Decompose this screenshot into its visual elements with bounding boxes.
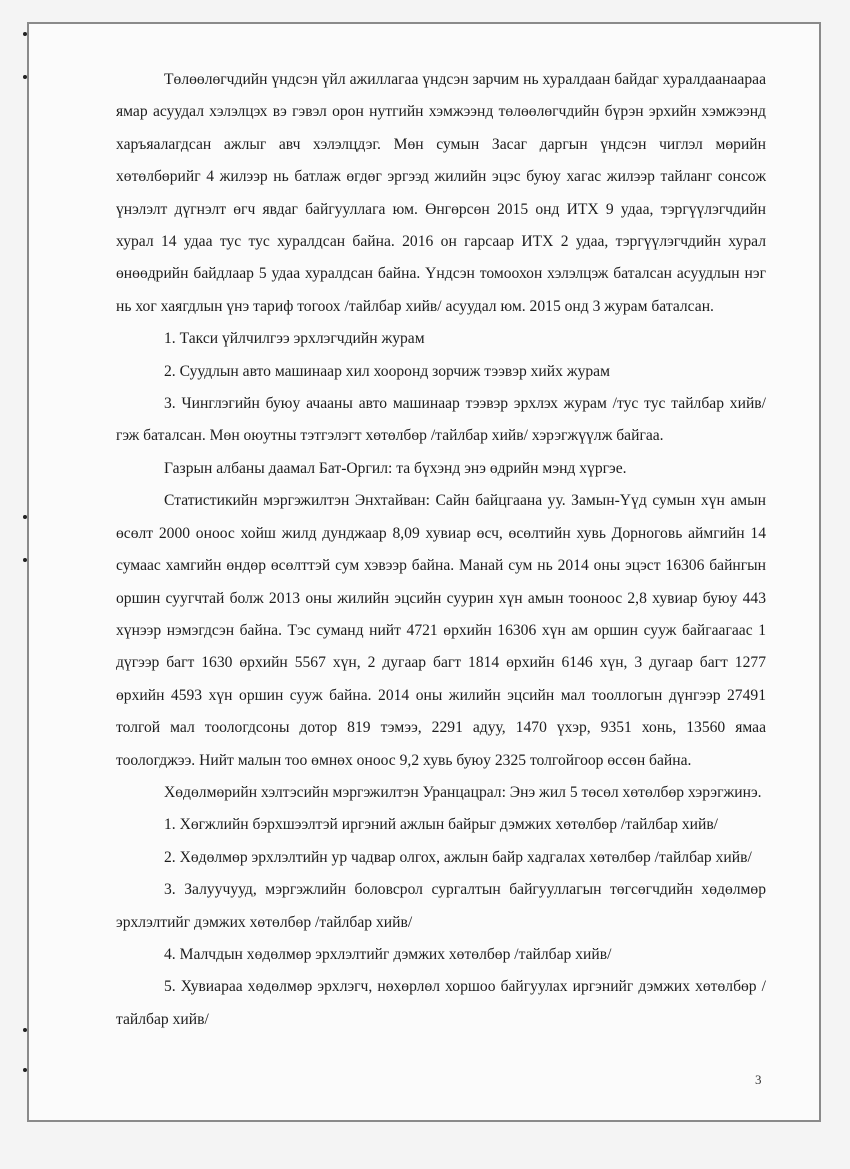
list-item-program-1: 1. Хөгжлийн бэрхшээлтэй иргэний ажлын байрыг дэмжих хөтөлбөр /тайлбар хийв/ — [164, 816, 719, 834]
binder-hole-mark — [23, 558, 27, 562]
document-body — [116, 64, 766, 1036]
binder-hole-mark — [23, 515, 27, 519]
list-item-rule-2: 2. Суудлын авто машинаар хил хооронд зорчиж тээвэр хийх журам — [164, 362, 610, 380]
list-item-rule-1: 1. Такси үйлчилгээ эрхлэгчдийн журам — [164, 330, 425, 348]
binder-hole-mark — [23, 1028, 27, 1032]
page-number: 3 — [755, 1072, 762, 1087]
paragraph-council-activity: Төлөөлөгчдийн үндсэн үйл ажиллагаа үндсэн зарчим нь хуралдаан байдаг хуралдаанаараа ямар асуудал хэлэлцэх вэ гэвэл орон нутгийн хэмжээнд төлөөлөгчдийн бүрэн эрхийн хэмжээнд харъяалагдсан ажлыг авч хэлэлцдэг. Мөн сумын Засаг даргын үндсэн чиглэл мөрийн хөтөлбөрийг 4 жилээр нь батлаж өгдөг эргээд жилийн эцэс буюу хагас жилээр тайланг сонсож үнэлэлт дүгнэлт өгч явдаг байгууллага юм. Өнгөрсөн 2015 онд ИТХ 9 удаа, тэргүүлэгчдийн хурал 14 удаа тус тус хуралдсан байна. 2016 он гарсаар ИТХ 2 удаа, тэргүүлэгчдийн хурал өнөөдрийн байдлаар 5 удаа хуралдсан байна. Үндсэн томоохон хэлэлцэж баталсан асуудлын нэг нь хог хаягдлын үнэ тариф тогоох /тайлбар хийв/ асуудал юм. 2015 онд 3 журам баталсан. — [116, 71, 766, 315]
binder-hole-mark — [23, 32, 27, 36]
paragraph-statistics: Статистикийн мэргэжилтэн Энхтайван: Сайн байцгаана уу. Замын-Үүд сумын хүн амын өсөлт 2000 оноос хойш жилд дунджаар 8,09 хувиар өсч, өсөлтийн хувь Дорноговь аймгийн 14 сумаас хамгийн өндөр өсөлттэй сум хэвээр байна. Манай сум нь 2014 оны эцэст 16306 байнгын оршин суугчтай болж 2013 оны жилийн эцсийн суурин хүн амын тооноос 2,8 хувиар буюу 443 хүнээр нэмэгдсэн байна. Тэс суманд нийт 4721 өрхийн 16306 хүн ам оршин сууж байгаагаас 1 дүгээр багт 1630 өрхийн 5567 хүн, 2 дугаар багт 1814 өрхийн 6146 хүн, 3 дугаар багт 1277 өрхийн 4593 хүн оршин сууж байна. 2014 оны жилийн эцсийн мал тооллогын дүнгээр 27491 толгой мал тоологдсоны дотор 819 тэмээ, 2291 адуу, 1470 үхэр, 9351 хонь, 13560 ямаа тоологджээ. Нийт малын тоо өмнөх оноос 9,2 хувь буюу 2325 толгойгоор өссөн байна. — [116, 492, 766, 769]
binder-hole-mark — [23, 75, 27, 79]
list-item-program-5: 5. Хувиараа хөдөлмөр эрхлэгч, нөхөрлөл хоршоо байгуулах иргэнийг дэмжих хөтөлбөр /тайлбар хийв/ — [116, 978, 766, 1028]
binder-hole-mark — [23, 1068, 27, 1072]
list-item-rule-3: 3. Чинглэгийн буюу ачааны авто машинаар тээвэр эрхлэх журам /тус тус тайлбар хийв/ гэж баталсан. Мөн оюутны тэтгэлэгт хөтөлбөр /тайлбар хийв/ хэрэгжүүлж байгаа. — [116, 395, 766, 445]
list-item-program-3: 3. Залуучууд, мэргэжлийн боловсрол сургалтын байгууллагын төгсөгчдийн хөдөлмөр эрхлэлтийг дэмжих хөтөлбөр /тайлбар хийв/ — [116, 881, 766, 931]
paragraph-labor-department: Хөдөлмөрийн хэлтэсийн мэргэжилтэн Уранцацрал: Энэ жил 5 төсөл хөтөлбөр хэрэгжинэ. — [164, 783, 762, 801]
paragraph-land-office: Газрын албаны даамал Бат-Оргил: та бүхэнд энэ өдрийн мэнд хүргэе. — [164, 459, 627, 477]
list-item-program-4: 4. Малчдын хөдөлмөр эрхлэлтийг дэмжих хөтөлбөр /тайлбар хийв/ — [164, 945, 612, 963]
list-item-program-2: 2. Хөдөлмөр эрхлэлтийн ур чадвар олгох, ажлын байр хадгалах хөтөлбөр /тайлбар хийв/ — [164, 848, 752, 866]
